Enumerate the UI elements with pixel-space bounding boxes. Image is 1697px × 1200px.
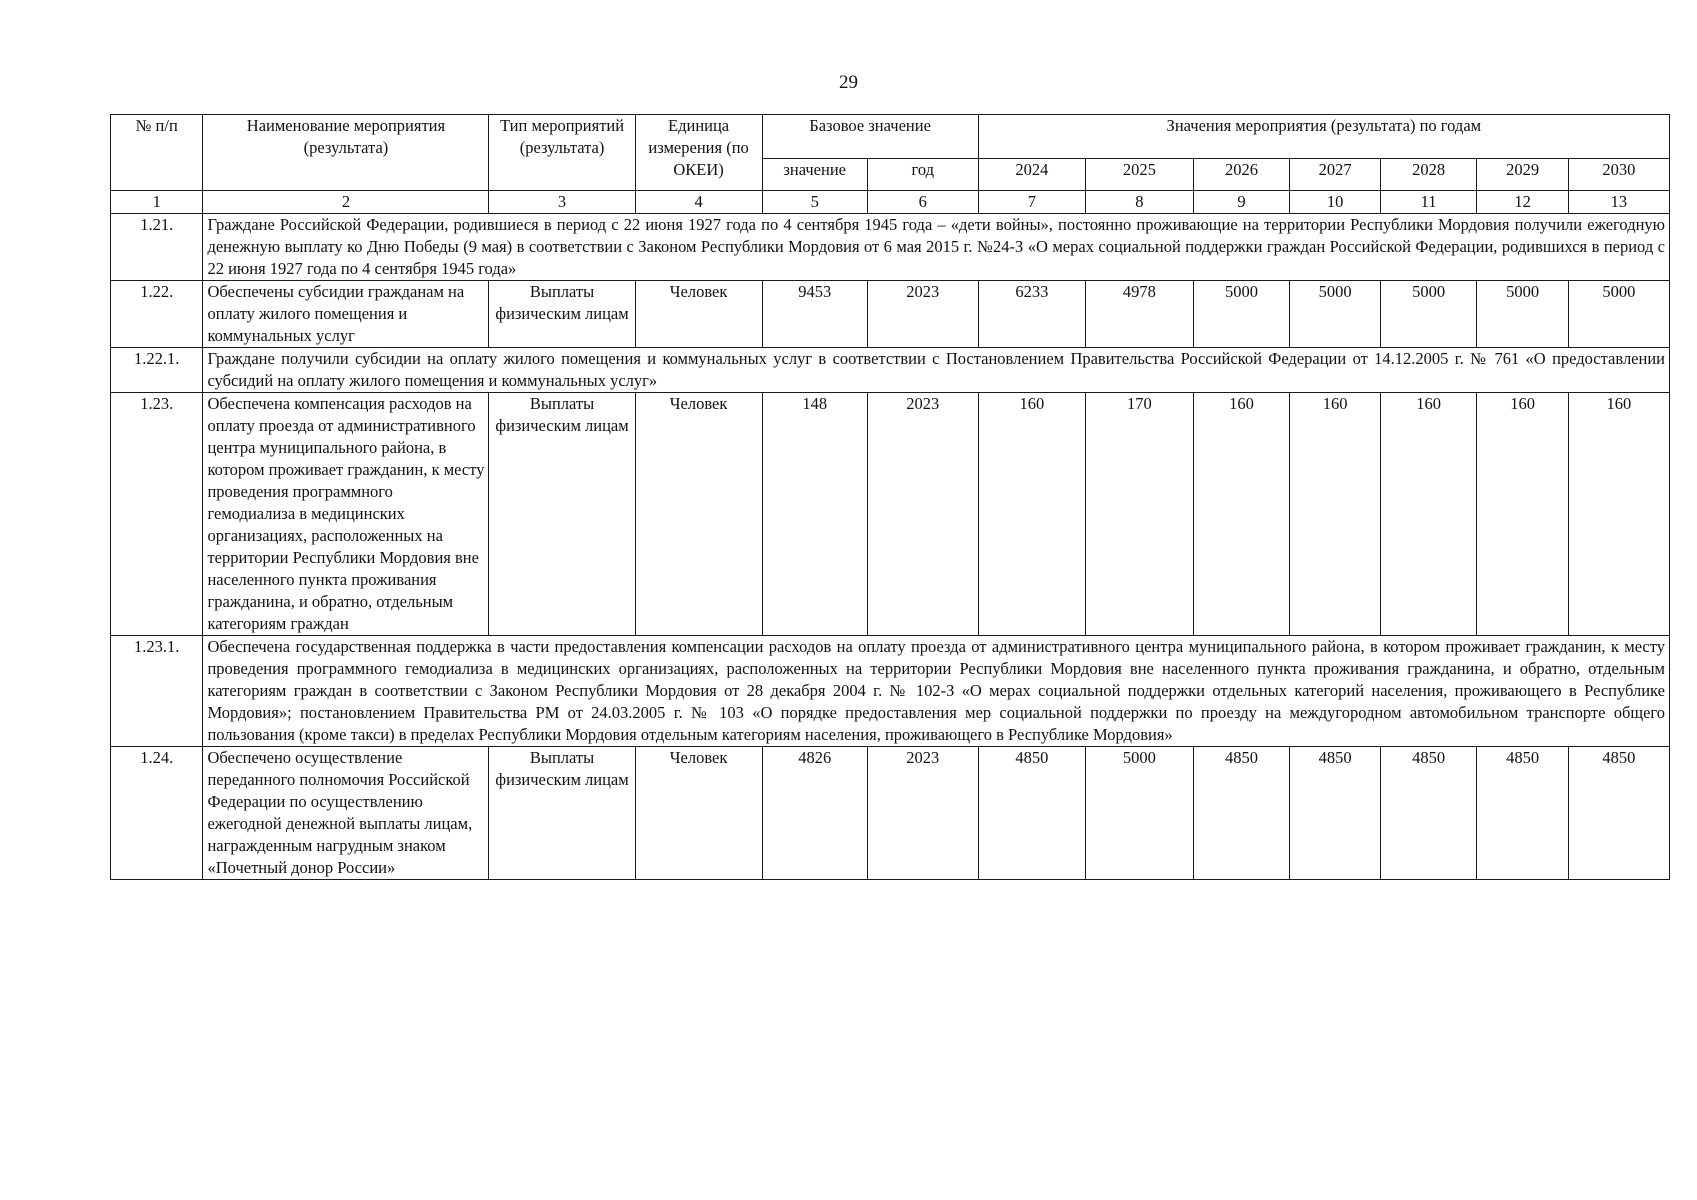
result-description: Граждане получили субсидии на оплату жилого помещения и коммунальных услуг в соответствии с Постановлением Правительства Российской Федерации от 14.12.2005 г. № 761 «О предоставлении субсидий на оплату жилого помещения и коммунальных услуг» [203, 348, 1670, 393]
activity-name: Обеспечено осуществление переданного полномочия Российской Федерации по осуществлению ежегодной денежной выплаты лицам, награжденным нагрудным знаком «Почетный донор России» [203, 747, 489, 880]
year-value: 160 [978, 393, 1086, 636]
year-value: 5000 [1086, 747, 1194, 880]
base-year: 2023 [867, 281, 978, 348]
column-number: 4 [635, 191, 762, 214]
header-year: 2030 [1568, 159, 1669, 191]
base-value: 4826 [762, 747, 867, 880]
row-number: 1.22. [111, 281, 203, 348]
column-number: 8 [1086, 191, 1194, 214]
column-number: 7 [978, 191, 1086, 214]
column-number: 6 [867, 191, 978, 214]
result-description: Обеспечена государственная поддержка в части предоставления компенсации расходов на оплату проезда от административного центра муниципального района, в котором проживает гражданин, к месту проведения программного гемодиализа в медицинских организациях, расположенных на территории Республики Мордовия вне населенного пункта проживания гражданина, и обратно, отдельным категориям граждан в соответствии с Законом Республики Мордовия от 28 декабря 2004 г. № 102-З «О мерах социальной поддержки отдельных категорий населения, проживающего в Республике Мордовия»; постановлением Правительства РМ от 24.03.2005 г. № 103 «О порядке предоставления мер социальной поддержки по проезду на междугородном автомобильном транспорте общего пользования (кроме такси) в пределах Республики Мордовия отдельным категориям населения, проживающего в Республике Мордовия» [203, 636, 1670, 747]
header-num: № п/п [111, 115, 203, 191]
row-number: 1.21. [111, 214, 203, 281]
table-row-activity [111, 281, 1670, 348]
base-value: 9453 [762, 281, 867, 348]
year-value: 5000 [1290, 281, 1380, 348]
unit: Человек [635, 393, 762, 636]
year-value: 4850 [1193, 747, 1290, 880]
year-value: 4850 [1568, 747, 1669, 880]
table-header [111, 115, 1670, 214]
column-number: 13 [1568, 191, 1669, 214]
header-year: 2029 [1477, 159, 1568, 191]
table-row-activity [111, 747, 1670, 880]
year-value: 160 [1193, 393, 1290, 636]
year-value: 160 [1290, 393, 1380, 636]
header-year: 2025 [1086, 159, 1194, 191]
header-year: 2028 [1380, 159, 1477, 191]
header-base-value: значение [762, 159, 867, 191]
activity-name: Обеспечены субсидии гражданам на оплату жилого помещения и коммунальных услуг [203, 281, 489, 348]
unit: Человек [635, 281, 762, 348]
year-value: 160 [1477, 393, 1568, 636]
column-number: 10 [1290, 191, 1380, 214]
header-unit: Единица измерения (по ОКЕИ) [635, 115, 762, 191]
header-name: Наименование мероприятия (результата) [203, 115, 489, 191]
column-number: 11 [1380, 191, 1477, 214]
year-value: 4850 [978, 747, 1086, 880]
year-value: 4978 [1086, 281, 1194, 348]
column-number: 3 [489, 191, 635, 214]
year-value: 5000 [1568, 281, 1669, 348]
activity-name: Обеспечена компенсация расходов на оплату проезда от административного центра муниципального района, в котором проживает гражданин, к месту проведения программного гемодиализа в медицинских организациях, расположенных на территории Республики Мордовия вне населенного пункта проживания гражданина, и обратно, отдельным категориям граждан [203, 393, 489, 636]
year-value: 170 [1086, 393, 1194, 636]
year-value: 5000 [1380, 281, 1477, 348]
year-value: 6233 [978, 281, 1086, 348]
table-row-activity [111, 393, 1670, 636]
base-value: 148 [762, 393, 867, 636]
base-year: 2023 [867, 747, 978, 880]
header-year: 2024 [978, 159, 1086, 191]
year-value: 5000 [1193, 281, 1290, 348]
header-years-group: Значения мероприятия (результата) по годам [978, 115, 1669, 159]
result-description: Граждане Российской Федерации, родившиеся в период с 22 июня 1927 года по 4 сентября 1945 года – «дети войны», постоянно проживающие на территории Республики Мордовия получили ежегодную денежную выплату ко Дню Победы (9 мая) в соответствии с Законом Республики Мордовия от 6 мая 2015 г. №24-З «О мерах социальной поддержки граждан Российской Федерации, родившихся в период с 22 июня 1927 года по 4 сентября 1945 года» [203, 214, 1670, 281]
year-value: 4850 [1380, 747, 1477, 880]
activity-type: Выплаты физическим лицам [489, 747, 635, 880]
year-value: 160 [1380, 393, 1477, 636]
year-value: 4850 [1290, 747, 1380, 880]
row-number: 1.24. [111, 747, 203, 880]
header-year: 2026 [1193, 159, 1290, 191]
column-number: 12 [1477, 191, 1568, 214]
header-base-year: год [867, 159, 978, 191]
table-row-result-description [111, 214, 1670, 281]
table-body [111, 214, 1670, 880]
activity-type: Выплаты физическим лицам [489, 393, 635, 636]
activities-table [110, 114, 1670, 880]
column-numbers-row [111, 191, 1670, 214]
header-year: 2027 [1290, 159, 1380, 191]
header-type: Тип мероприятий (результата) [489, 115, 635, 191]
activity-type: Выплаты физическим лицам [489, 281, 635, 348]
column-number: 5 [762, 191, 867, 214]
header-base: Базовое значение [762, 115, 978, 159]
page-number: 29 [839, 72, 858, 93]
column-number: 1 [111, 191, 203, 214]
column-number: 2 [203, 191, 489, 214]
year-value: 4850 [1477, 747, 1568, 880]
unit: Человек [635, 747, 762, 880]
row-number: 1.22.1. [111, 348, 203, 393]
column-number: 9 [1193, 191, 1290, 214]
base-year: 2023 [867, 393, 978, 636]
row-number: 1.23.1. [111, 636, 203, 747]
year-value: 5000 [1477, 281, 1568, 348]
year-value: 160 [1568, 393, 1669, 636]
table-row-result-description [111, 348, 1670, 393]
row-number: 1.23. [111, 393, 203, 636]
table-row-result-description [111, 636, 1670, 747]
